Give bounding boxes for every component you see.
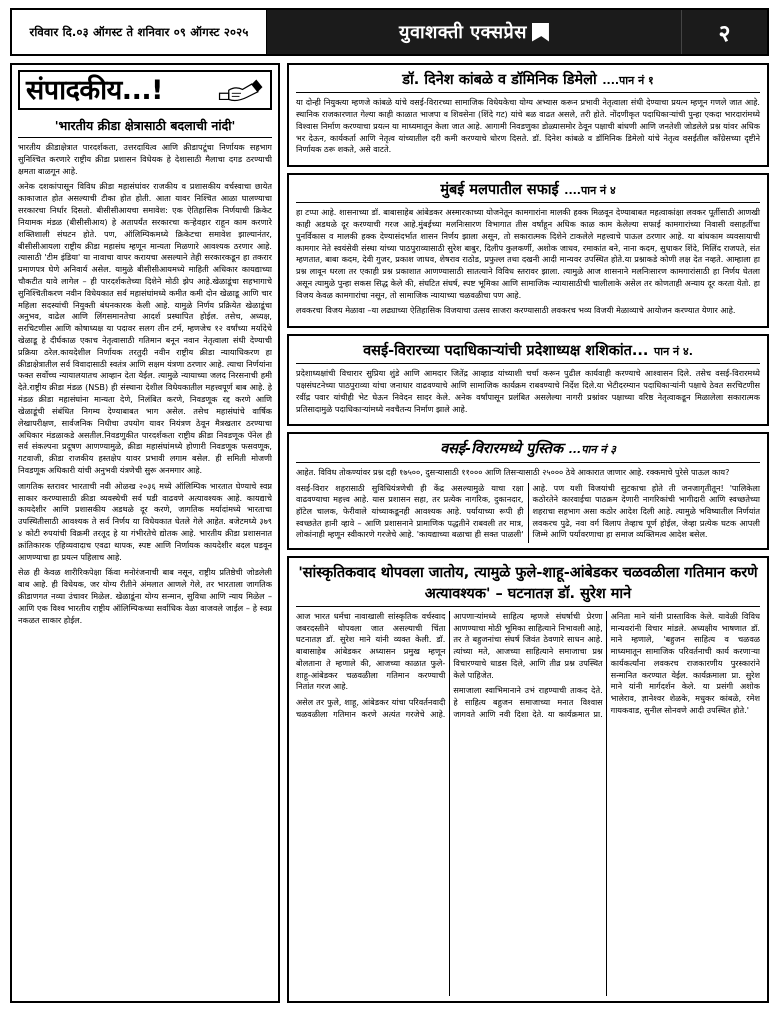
masthead-brand xyxy=(267,10,681,54)
article-title: वसई-विरारच्या पदाधिकाऱ्यांची प्रदेशाध्यक्ष शशिकांत... xyxy=(363,343,649,360)
article-page-ref[interactable]: ....पान नं १ xyxy=(602,74,654,87)
article-vasai-virar-padadhikari xyxy=(287,334,769,426)
editorial-paragraph: जागतिक स्तरावर भारताची नवी ओळख २०३६ मध्ये ऑलिम्पिक भारतात घेण्याचे स्वप्न साकार करण्यासाठी क्रीडा व्यवस्थेची सर्व घडी वाढवणे अत्यावश्यक आहे. कायद्याचे कायदेशीर आणि प्रशासकीय अडथळे दूर करणे, जागतिक मर्यादांमध्ये भारताचा उपस्थितीसाठी आवश्यक ते सर्व निर्णय या विधेयकात घेतले गेले आहेत. बजेटमध्ये ३७९ ४ कोटी रुपयांची विक्रमी तरतूद हे या गंभीरतेचे द्योतक आहे. भारतीय क्रीडा प्रशासनात क्रांतिकारक एहिव्यवादाच एवढा थापक, स्पष्ट आणि निर्णायक कायदेशीर बदल घडवून आणण्याचा हा प्रयत्न पहिलाच आहे. xyxy=(18,480,272,562)
article-paragraph: आहेत. विविध तोकण्यांवर प्रश्न दही १७५००, दुसऱ्यासाठी ११००० आणि तिसऱ्यासाठी २५००० ठेवे आकारात जाणार आहे. रक्कमाचे पुरेसे पाऊल काय? xyxy=(296,466,730,477)
article-mumbai-safai xyxy=(287,173,769,328)
article-paragraph: आज भारत धर्मचा नावाखाली सांस्कृतिक वर्चस्वाद जबरदस्तीने थोपवला जात असल्याची चिंता घटनातज्ञ डॉ. सुरेश माने यांनी व्यक्त केली. डॉ. बाबासाहेब आंबेडकर अध्यासन प्रमुख म्हणून बोलताना ते म्हणाले की, आजच्या काळात फुले-शाहू-आंबेडकर चळवळीला गतिमान करण्याची नितांत गरज आहे. xyxy=(296,610,446,692)
article-title: डॉ. दिनेश कांबळे व डॉमिनिक डिमेलो xyxy=(402,72,597,88)
article-paragraph: हा टप्पा आहे. शासनाच्या डॉ. बाबासाहेब आंबेडकर अस्मारकाच्या योजनेतून कामगारांना मालकी हक्क मिळवून देण्याबाबत महत्वाकांक्षा लवकर पूर्तीसाठी आणखी काही अडथळे दूर करण्याची गरज आहे.मुंबईच्या मलनिःसारण विभागात तीस वर्षांहून अधिक काळ काम केलेल्या सफाई कामगारांच्या निवासी वसाहतींचा पुनर्विकास व मालकी हक्क देण्यासंदर्भात शासन निर्णय झाला असून, तो सकारात्मक दिशेने टाकलेले महत्त्वाचे पाऊल ठरणार आहे. या बांधकाम व्यवसायाची कामगार नेते स्वयंसेवी संस्था यांच्या पाठपुराव्यासाठी सुरेश बाबुर, दिलीप कुलकर्णी, अशोक जाधव, रमाकांत बने, नाना कदम, सुधाकर शिंदे, मिलिंद राजपते, संत म्हणतात, बाबा कदम, देवी गुजर, प्रकाश जाधव, शेषराव राठोड, प्रफुल्ल तथा दखनी आदी मान्यवर उपस्थित होते.या प्रश्नाकडे कोणी लक्ष देत नव्हते. आम्हाला हा प्रश्न लावून धरला तर एकाही प्रश्न प्रकाशात आणण्यासाठी सातत्याने विविध स्तरावर झाला. त्यामुळे आज शासनाने मलनिःसारण कामगारांसाठी हा निर्णय घेतला असून त्यामुळे पुन्हा सकस सिद्ध केले की, संघटित संघर्ष, स्पष्ट भूमिका आणि सामाजिक न्यायासाठीची चालीलाके असेल तर कोणताही अन्याय दूर करता येतो. हा विजय केवळ कामगारांचा नसून, तो सामाजिक न्यायाच्या चळवळीचा पण आहे. xyxy=(296,207,760,300)
article-body xyxy=(296,611,760,996)
article-title: वसई-विरारमध्ये पुस्तिक xyxy=(440,441,564,458)
article-headline xyxy=(296,438,760,462)
editorial-subtitle: 'भारतीय क्रीडा क्षेत्रासाठी बदलाची नांदी' xyxy=(18,115,272,138)
article-headline xyxy=(296,179,760,203)
article-title: 'सांस्कृतिकवाद थोपवला जातोय, त्यामुळे फुले-शाहू-आंबेडकर चळवळीला गतिमान करणे अत्यावश्यक' – घटनातज्ञ डॉ. सुरेश माने xyxy=(298,565,758,602)
article-paragraph: लवकरचा विजय मेळावा –या लढ्याच्या ऐतिहासिक विजयाचा उत्सव साजरा करण्यासाठी लवकरच भव्य विजयी मेळाव्याचे आयोजन करण्यात येणार आहे. xyxy=(296,305,736,316)
article-headline xyxy=(296,340,760,364)
article-body xyxy=(296,207,760,317)
article-body xyxy=(296,97,760,156)
article-suresh-mane xyxy=(287,556,769,1003)
pen-hand-icon xyxy=(218,76,264,106)
page-title: संपादकीय...! xyxy=(26,74,163,106)
editorial-header xyxy=(18,70,272,110)
flag-icon xyxy=(532,23,549,42)
article-body xyxy=(296,467,760,543)
articles-column xyxy=(287,63,769,1003)
page-number: २ xyxy=(718,21,731,47)
article-headline xyxy=(296,562,760,607)
article-paragraph: असेल तर फुले, शाहू, आंबेडकर यांचा परिवर्तनवादी चळवळीला गतिमान करणे अत्यंत गरजेचे आहे. आपणाऱ्यांमध्ये साहित्य म्हणजे संघर्षाची प्रेरणा आणण्याचा मोठी भूमिका साहित्याने निभावली आहे, तर ते बहुजनांचा संघर्ष जिवंत ठेवणारे साधन आहे. त्यांच्या मते, आजच्या साहित्याने समाजाचा प्रश्न विचारण्याचे धाडस दिले, आणि तीव्र प्रश्न उपस्थित केले पाहिजेत. xyxy=(296,610,603,719)
article-dinesh-kamble xyxy=(287,63,769,167)
editorial-paragraph: सेळ ही केवळ शारीरिकपेक्षा किंवा मनोरंजनाची बाब नसून, राष्ट्रीय प्रतिष्ठेची जोडलेली बाब आहे. ही विधेयक, जर योग्य रीतीने अंमलात आणले गेले, तर भारताला जागतिक क्रीडाणगत नव्या उंचावर मिळेल. खेळाडूंना योग्य सन्मान, सुविधा आणि न्याय मिळेल – आणि एक विश्व भारतीय राष्ट्रीय ऑलिम्पिकच्या सर्वाधिक वेळा वाजवले जाईल – हे स्वप्न नकळत साकार होईल. xyxy=(18,567,272,625)
article-paragraph: या दोन्ही नियुक्त्या म्हणजे कांबळे यांचे वसई-विरारच्या सामाजिक विधेयकेचा योग्य अभ्यास करून प्रभावी नेतृत्वाला संधी देण्याचा प्रयत्न म्हणून गणले जात आहे. स्थानिक राजकारणात गेल्या काही काळात भाजपा व शिवसेना (शिंदे गट) यांचे बळ वाढत असले, तरी होते. नोंदणीकृत पदाधिकाऱ्यांची पुन्हा एकदा भारदारांमध्ये विश्वास निर्माण करण्याचा प्रयत्न या माध्यमातून केला जात आहे. आगामी निवडणुका डोळ्यासमोर ठेवून पक्षाची बांधणी आणि जनतेशी जोडलेले प्रश्न यांवर अधिक भर देऊन, कार्यकर्ता आणि नेतृत्व यांच्यातील दरी कमी करण्याचे धोरण दिसते. डॉ. दिनेश कांबळे व डॉमिनिक डिमेलो यांचे नेतृत्व वसईतील काँग्रेसच्या दृष्टीने निर्णायक ठरू शकते, असे वाटते. xyxy=(296,97,760,155)
editorial-body xyxy=(18,142,272,995)
editorial-column xyxy=(10,63,280,1003)
article-page-ref[interactable]: ....पान नं ४ xyxy=(564,184,616,198)
article-vasai-virar-pustika xyxy=(287,432,769,550)
page-number-badge xyxy=(681,10,767,54)
content-columns xyxy=(10,63,769,1003)
masthead-date: रविवार दि.०३ ऑगस्ट ते शनिवार ०९ ऑगस्ट २०२५ xyxy=(12,10,267,54)
brand-title: युवाशक्ती एक्सप्रेस xyxy=(399,22,527,43)
editorial-paragraph: भारतीय क्रीडाक्षेत्रात पारदर्शकता, उत्तरदायित्व आणि क्रीडापटूंचा निर्णायक सहभाग सुनिश्चित करणारे राष्ट्रीय क्रीडा प्रशासन विधेयक हे देशासाठी मैलाचा दगड ठरण्याची क्षमता बाळगून आहे. xyxy=(18,142,272,176)
article-page-ref[interactable]: ...पान नं ३ xyxy=(568,443,616,457)
masthead xyxy=(10,8,769,56)
article-title: मुंबई मलपातील सफाई xyxy=(440,182,559,199)
article-page-ref[interactable]: पान नं ४. xyxy=(654,345,693,359)
article-paragraph: प्रदेशाध्यक्षांची विचारार सुप्रिया शुंडे आणि आमदार जितेंद्र आव्हाड यांच्याशी चर्चा करून पुढील कार्यवाही करण्याचे आश्वासन दिले. तसेच वसई-विरारमध्ये पक्षसंघटनेच्या पाठपुराव्या यांचा जनाधार वाढवण्याचे आणि सामाजिक कार्यक्रम राबवण्याचे निर्देश दिले.या भेटीदरम्यान पदाधिकाऱ्यांनी पक्षाचे ठेवत सरचिटणीस रवींद्र पवार यांचीही भेट घेऊन निवेदन सादर केले. अनेक वर्षांपासून प्रलंबित असलेल्या नागरी प्रश्नांवर पक्षाच्या वरिष्ठ नेतृत्वाकडून मिळालेला सकारात्मक प्रतिसादामुळे पदाधिकाऱ्यांमध्ये नवचैतन्य निर्माण झाले आहे. xyxy=(296,368,760,414)
editorial-paragraph: अनेक दशकांपासून विविध क्रीडा महासंघांवर राजकीय व प्रशासकीय वर्चस्वाचा छायेत काकाजात होत असल्याची टीका होत होती. आता यावर निश्चित आळा घालण्याचा सरकारचा निर्धार दिसतो. बीसीसीआयचा समावेश: एक ऐतिहासिक निर्णयाची क्रिकेट नियामक मंडळ (बीसीसीआय) हे अतापर्यंत सरकारचा कऱ्हेवहार राहून काम करणारे शक्तिशाली संघटन होते. पण, ऑलिम्पिकमध्ये क्रिकेटचा समावेश झाल्यानंतर, बीसीसीआयला राष्ट्रीय क्रीडा महासंघ म्हणून मान्यता मिळणारे आवश्यक ठरणार आहे. त्यासाठी 'टीम इंडिया' या नावाचा वापर करायचा असल्याने तेही सरकारकडून हा तकरार प्रमाणपत्र घेणे अनिवार्य असेल. यामुळे बीसीसीआयमध्ये माहिती अधिकार कायद्याच्या चौकटीत यावे लागेल – ही पारदर्शकतेच्या दिशेने मोठी झेप आहे.खेळाडूंचा सहभागाचे सुनिश्चितीकरण नवीन विधेयकात सर्व महासंघांमध्ये कमीत कमी दोन खेळाडू आणि चार महिला सदस्यांची नियुक्ती बंधनकारक केली आहे. यामुळे निर्णय प्रक्रियेत खेळाडूंचा अनुभव, वाढेल आणि लिंगसमानतेचा आदर्श प्रस्थापित होईल. तसेच, अध्यक्ष, सरचिटणीस आणि कोषाध्यक्ष या पदावर सलग तीन टर्म, म्हणजेच १२ वर्षांच्या मर्यादेचे खेळाडू हे दीर्घकाळ एकाच नेतृत्वासाठी गतिमान बनून नवान नेतृत्वाला संधी देण्याची प्रक्रिया ठरेल.कायदेशील निर्णायक तरतुदी नवीन राष्ट्रीय क्रीडा न्यायाधिकरण हा क्रीडाक्षेत्रातील सर्व विवादासाठी स्वतंत्र आणि सक्षम यंत्रणा ठरणार आहे. त्याचा निर्णयांना फक्त सर्वोच्च न्यायालयातच आव्हान देता येईल. त्यामुळे न्यायाच्या जलद निरसनाची हमी देते.राष्ट्रीय क्रीडा मंडळ (NSB) ही संस्थाना देशील विधेयकातील महत्त्वपूर्ण बाब आहे. हे मंडळ क्रीडा महासंघांना मान्यता देणे, निलंबित करणे, निवडणूक रद्द करणे आणि खेळाडूंची संबंधित निगम्य देण्याबाबत भाग असेल. तसेच महासंघांचे वार्षिक लेखापरीक्षण, सार्वजनिक निधीचा उपयोग यावर नियंत्रण ठेवून मैत्रखतार ठरण्याचा अधिकार मंडळाकडे असतील.निवडणुकीत पारदर्शकता राष्ट्रीय क्रीडा निवडणूक पॅनेल ही सर्व संकल्पना प्रदूषण आणण्यामुळे, क्रीडा महासंघांमध्ये होणारी निवडणूक फसवणूक, गटवाजी, क्रीडा राजकीय हस्तक्षेप यावर प्रभावी लगाम बसेल. ही समिती मोजणी निवडणूक अधिकारी यांची अनुभवी यंत्रणेची सुरू अनमगार आहे. xyxy=(18,181,272,475)
article-paragraph: समाजाला स्वाभिमानाने उभं राहण्याची ताकद देते. हे साहित्य बहुजन समाजाच्या मनात विश्वास जागवते आणि नवी दिशा देते. या कार्यक्रमात प्रा. अनिता माने यांनी प्रास्ताविक केले. यावेळी विविध मान्यवरांनी विचार मांडले. अध्यक्षीय भाषणात डॉ. माने म्हणाले, 'बहुजन साहित्य व चळवळ माध्यमातून सामाजिक परिवर्तनाची कार्य करणाऱ्या कार्यकर्त्यांना लवकरच राजकारणीय पुरस्कारांने सन्मानित करण्यात येईल. कार्यक्रमाला प्रा. सुरेश माने यांनी मार्गदर्शन केले. या प्रसंगी अशोक भालेराव, ज्ञानेश्वर शेळके, मधुकर कांबळे, रमेश गायकवाड, सुनील सोनवणे आदी उपस्थित होते.' xyxy=(453,610,760,719)
article-headline xyxy=(296,69,760,93)
article-body xyxy=(296,368,760,415)
article-paragraph: वसई-विरार शहरासाठी सुविधियंत्रणेची ही केंद्र असल्यामुळे याचा रक्षा वाढवण्याचा महत्त्व आहे. यास प्रशासन सहा, तर प्रत्येक नागरिक, दुकानदार, हॉटेल चालक, फेरीवाले यांच्याकडूनही आवश्यक आहे. पर्यायाच्या रूपी ही स्वच्छतेत हानी व्हावे – आणि प्रशासनाने प्रामाणिक पद्धतीने राबवली तर मात्र, लोकांनाही म्हणून स्वीकारणे गरजेचे आहे. 'कायद्याच्या बळाचा ही सक्त पाळली' आहे. पण यशी विजयांची सुटकाचा होते ती जनजागृतीतून! 'पालिकेला कठोरतेने कारवाईचा पाठक्रम देणारी नागरिकांची भागीदारी आणि स्वच्छतेच्या शहराचा सहभाग असा कठोर आदेश दिली आहे. त्यामुळे भविष्यातील निर्णयांत लवकरच पुढे, नवा वर्ग विलाप तेव्हाच पूर्ण होईल, जेव्हा प्रत्येक घटक आपली जिम्मे आणि पर्यावरणाचा हा समाज व्यक्तिमत्व आदेश बसेल. xyxy=(296,482,760,540)
